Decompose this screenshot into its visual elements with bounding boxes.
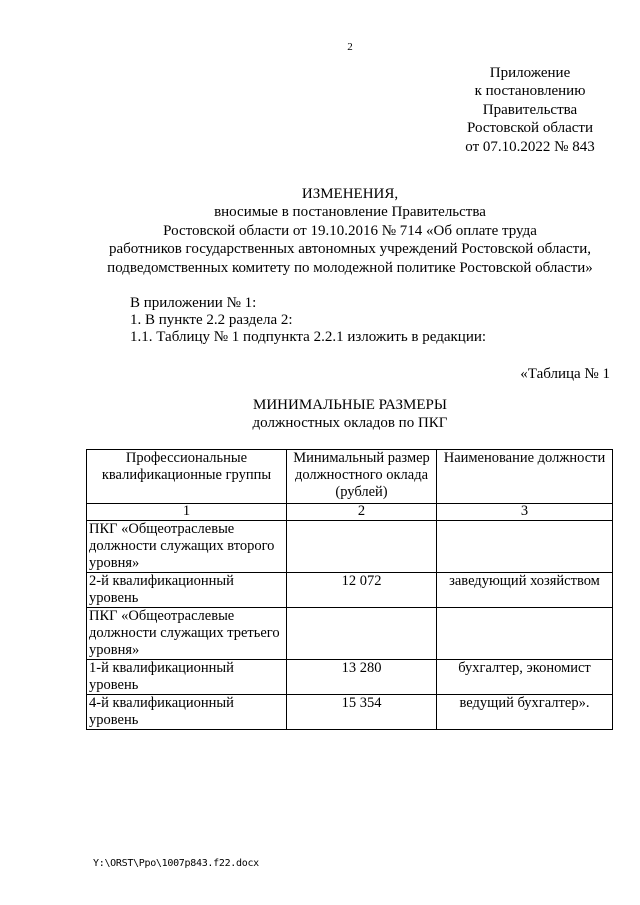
table-row xyxy=(87,695,613,730)
column-number: 3 xyxy=(437,504,613,521)
salary-cell: 13 280 xyxy=(287,660,437,695)
group-cell: 4-й квалификационный уровень xyxy=(87,695,287,730)
table-row xyxy=(87,521,613,573)
salary-cell: 15 354 xyxy=(287,695,437,730)
group-cell: ПКГ «Общеотраслевые должности служащих второго уровня» xyxy=(87,521,287,573)
salary-table xyxy=(86,449,613,730)
table-title-line2: должностных окладов по ПКГ xyxy=(252,415,448,432)
group-cell: 1-й квалификационный уровень xyxy=(87,660,287,695)
paragraph-appendix: В приложении № 1: xyxy=(130,295,257,311)
salary-cell xyxy=(287,521,437,573)
appendix-block xyxy=(430,64,630,156)
salary-cell: 12 072 xyxy=(287,573,437,608)
table-title xyxy=(50,396,640,433)
column-number: 2 xyxy=(287,504,437,521)
changes-line: Ростовской области от 19.10.2016 № 714 «Об оплате труда xyxy=(163,222,537,239)
appendix-line: к постановлению xyxy=(474,83,586,100)
changes-line: вносимые в постановление Правительства xyxy=(214,204,486,221)
paragraph-point: 1. В пункте 2.2 раздела 2: xyxy=(130,312,293,328)
footer-file-path: Y:\ORST\Ppo\1007p843.f22.docx xyxy=(93,858,259,869)
page-number: 2 xyxy=(347,41,353,53)
group-cell: 2-й квалификационный уровень xyxy=(87,573,287,608)
position-cell: бухгалтер, экономист xyxy=(437,660,613,695)
changes-header xyxy=(60,185,640,277)
changes-title: ИЗМЕНЕНИЯ, xyxy=(301,186,399,202)
column-number: 1 xyxy=(87,504,287,521)
table-title-line1: МИНИМАЛЬНЫЕ РАЗМЕРЫ xyxy=(253,397,447,413)
table-header-row xyxy=(87,450,613,504)
position-cell: заведующий хозяйством xyxy=(437,573,613,608)
table-label: «Таблица № 1 xyxy=(520,366,610,382)
table-row xyxy=(87,608,613,660)
appendix-line: Правительства xyxy=(482,101,578,118)
position-cell xyxy=(437,608,613,660)
position-cell xyxy=(437,521,613,573)
appendix-line: Ростовской области xyxy=(467,120,593,137)
appendix-line: Приложение xyxy=(489,65,571,81)
appendix-line: от 07.10.2022 № 843 xyxy=(465,138,595,155)
table-row xyxy=(87,573,613,608)
changes-line: подведомственных комитету по молодежной политике Ростовской области» xyxy=(107,259,593,276)
header-salary: Минимальный размер должностного оклада (рублей) xyxy=(287,450,437,504)
paragraph-subpoint: 1.1. Таблицу № 1 подпункта 2.2.1 изложить в редакции: xyxy=(130,329,487,345)
changes-line: работников государственных автономных учреждений Ростовской области, xyxy=(109,241,591,258)
header-groups: Профессиональные квалификационные группы xyxy=(87,450,287,504)
position-cell: ведущий бухгалтер». xyxy=(437,695,613,730)
column-number-row xyxy=(87,504,613,521)
salary-cell xyxy=(287,608,437,660)
header-position: Наименование должности xyxy=(437,450,613,504)
group-cell: ПКГ «Общеотраслевые должности служащих третьего уровня» xyxy=(87,608,287,660)
table-row xyxy=(87,660,613,695)
